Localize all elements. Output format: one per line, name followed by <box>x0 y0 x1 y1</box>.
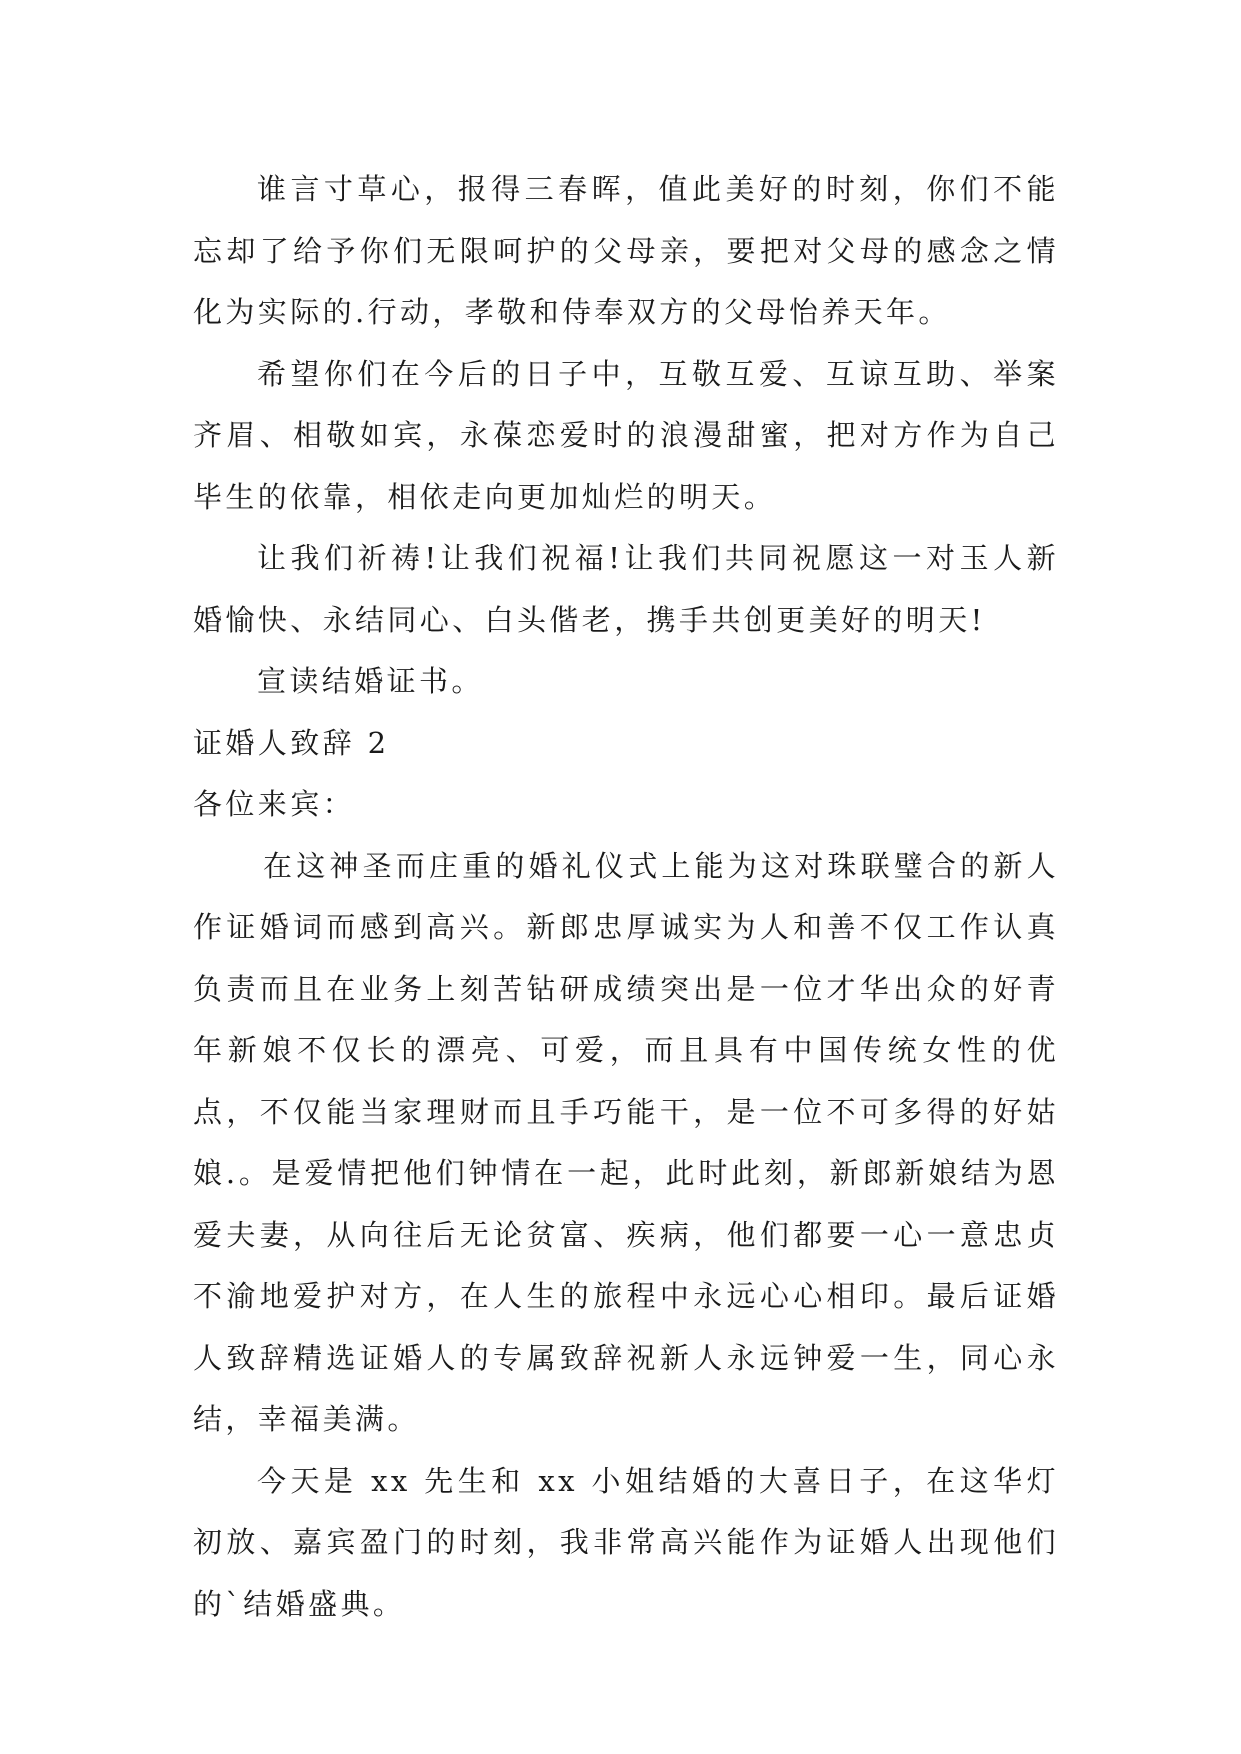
paragraph-mutual-respect: 希望你们在今后的日子中，互敬互爱、互谅互助、举案齐眉、相敬如宾，永葆恋爱时的浪漫甜蜜，把对方作为自己毕生的依靠，相依走向更加灿烂的明天。 <box>193 356 1059 514</box>
document-page <box>193 159 1059 1635</box>
section-heading: 证婚人致辞 2 <box>193 725 390 760</box>
paragraph-wedding-day: 今天是 xx 先生和 xx 小姐结婚的大喜日子，在这华灯初放、嘉宾盈门的时刻，我非常高兴能作为证婚人出现他们的`结婚盛典。 <box>193 1463 1059 1621</box>
paragraph-read-certificate: 宣读结婚证书。 <box>257 664 484 698</box>
paragraph-blessing: 让我们祈祷!让我们祝福!让我们共同祝愿这一对玉人新婚愉快、永结同心、白头偕老，携手共创更美好的明天! <box>193 541 1059 637</box>
paragraph-gratitude-parents: 谁言寸草心，报得三春晖，值此美好的时刻，你们不能忘却了给予你们无限呵护的父母亲，要把对父母的感念之情化为实际的.行动，孝敬和侍奉双方的父母怡养天年。 <box>193 172 1059 329</box>
salutation: 各位来宾： <box>193 787 356 821</box>
paragraph-witness-speech: 在这神圣而庄重的婚礼仪式上能为这对珠联璧合的新人作证婚词而感到高兴。新郎忠厚诚实为人和善不仅工作认真负责而且在业务上刻苦钻研成绩突出是一位才华出众的好青年新娘不仅长的漂亮、可爱，而且具有中国传统女性的优点，不仅能当家理财而且手巧能干，是一位不可多得的好姑娘.。是爱情把他们钟情在一起，此时此刻，新郎新娘结为恩爱夫妻，从向往后无论贫富、疾病，他们都要一心一意忠贞不渝地爱护对方，在人生的旅程中永远心心相印。最后证婚人致辞精选证婚人的专属致辞祝新人永远钟爱一生，同心永结，幸福美满。 <box>193 848 1059 1436</box>
